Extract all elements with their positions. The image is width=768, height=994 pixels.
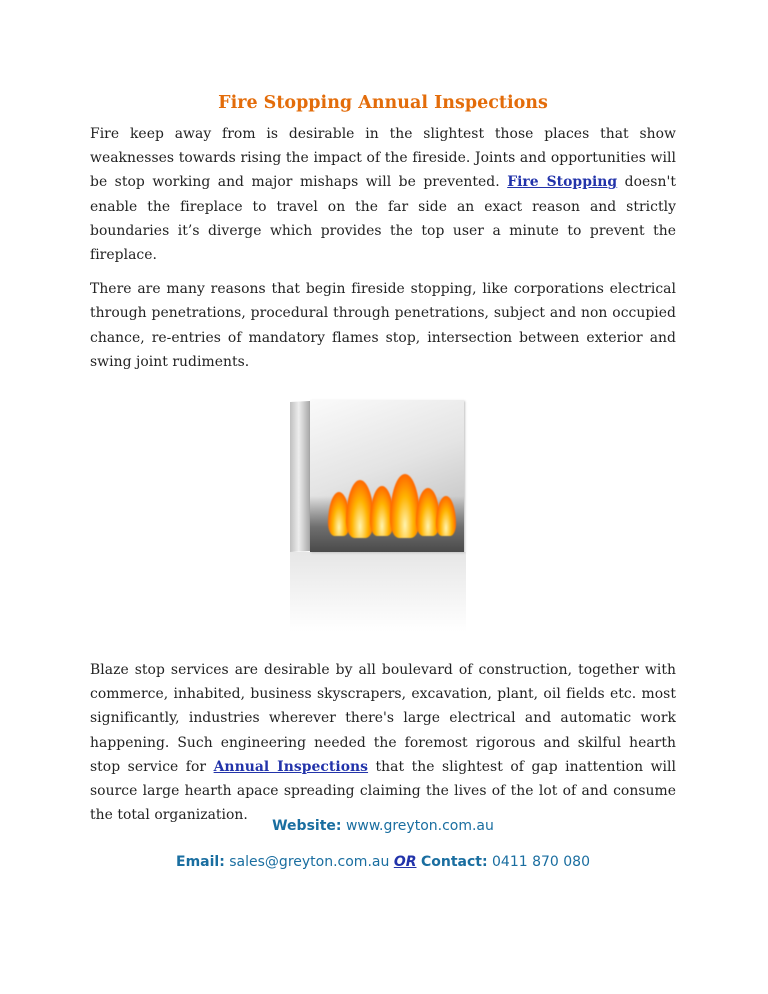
box-spine: [290, 401, 312, 552]
fire-box-graphic: [290, 400, 466, 552]
website-label: Website:: [272, 818, 342, 834]
fire-stopping-link[interactable]: Fire Stopping: [507, 174, 618, 191]
annual-inspections-link[interactable]: Annual Inspections: [213, 758, 369, 775]
paragraph-intro: [90, 122, 676, 267]
email-contact-line: [90, 854, 676, 870]
paragraph-services-text-1: Blaze stop services are desirable by all boulevard of construction, together with commerce, inhabited, business skyscrapers, excavation, plant, oil fields etc. most significantly, industries wherever there's large electrical and automatic work happening. Such engineering needed the foremost rigorous and skilful hearth stop service for: [90, 662, 676, 775]
box-cover: [310, 400, 464, 552]
paragraph-reasons: There are many reasons that begin fireside stopping, like corporations electrical through penetrations, procedural through penetrations, subject and non occupied chance, re-entries of mandatory flames stop, intersection between exterior and swing joint rudiments.: [90, 281, 676, 370]
contact-phone[interactable]: 0411 870 080: [492, 854, 590, 870]
website-value[interactable]: www.greyton.com.au: [345, 818, 494, 834]
or-separator: OR: [393, 854, 417, 870]
paragraph-intro-text-2: doesn't enable the fireplace to travel on the far side an exact reason and strictly boundaries it’s diverge which provides the top user a minute to prevent the fireplace.: [90, 174, 676, 264]
email-value[interactable]: sales@greyton.com.au: [229, 854, 390, 870]
contact-label: Contact:: [420, 854, 488, 870]
document-page: [90, 88, 676, 870]
box-reflection: [290, 552, 466, 632]
flame-shape: [390, 474, 420, 538]
fire-box-image: [90, 400, 676, 638]
email-label: Email:: [176, 854, 225, 870]
website-line: [90, 818, 676, 834]
paragraph-intro-text-1: Fire keep away from is desirable in the slightest those places that show weaknesses towards rising the impact of the fireside. Joints and opportunities will be stop working and major mishaps will be prevented.: [90, 126, 676, 191]
paragraph-services-text-2: that the slightest of gap inattention will source large hearth apace spreading claiming the lives of the lot of and consume the total organization.: [90, 758, 676, 824]
page-title: Fire Stopping Annual Inspections: [218, 93, 548, 113]
paragraph-services: [90, 658, 676, 827]
